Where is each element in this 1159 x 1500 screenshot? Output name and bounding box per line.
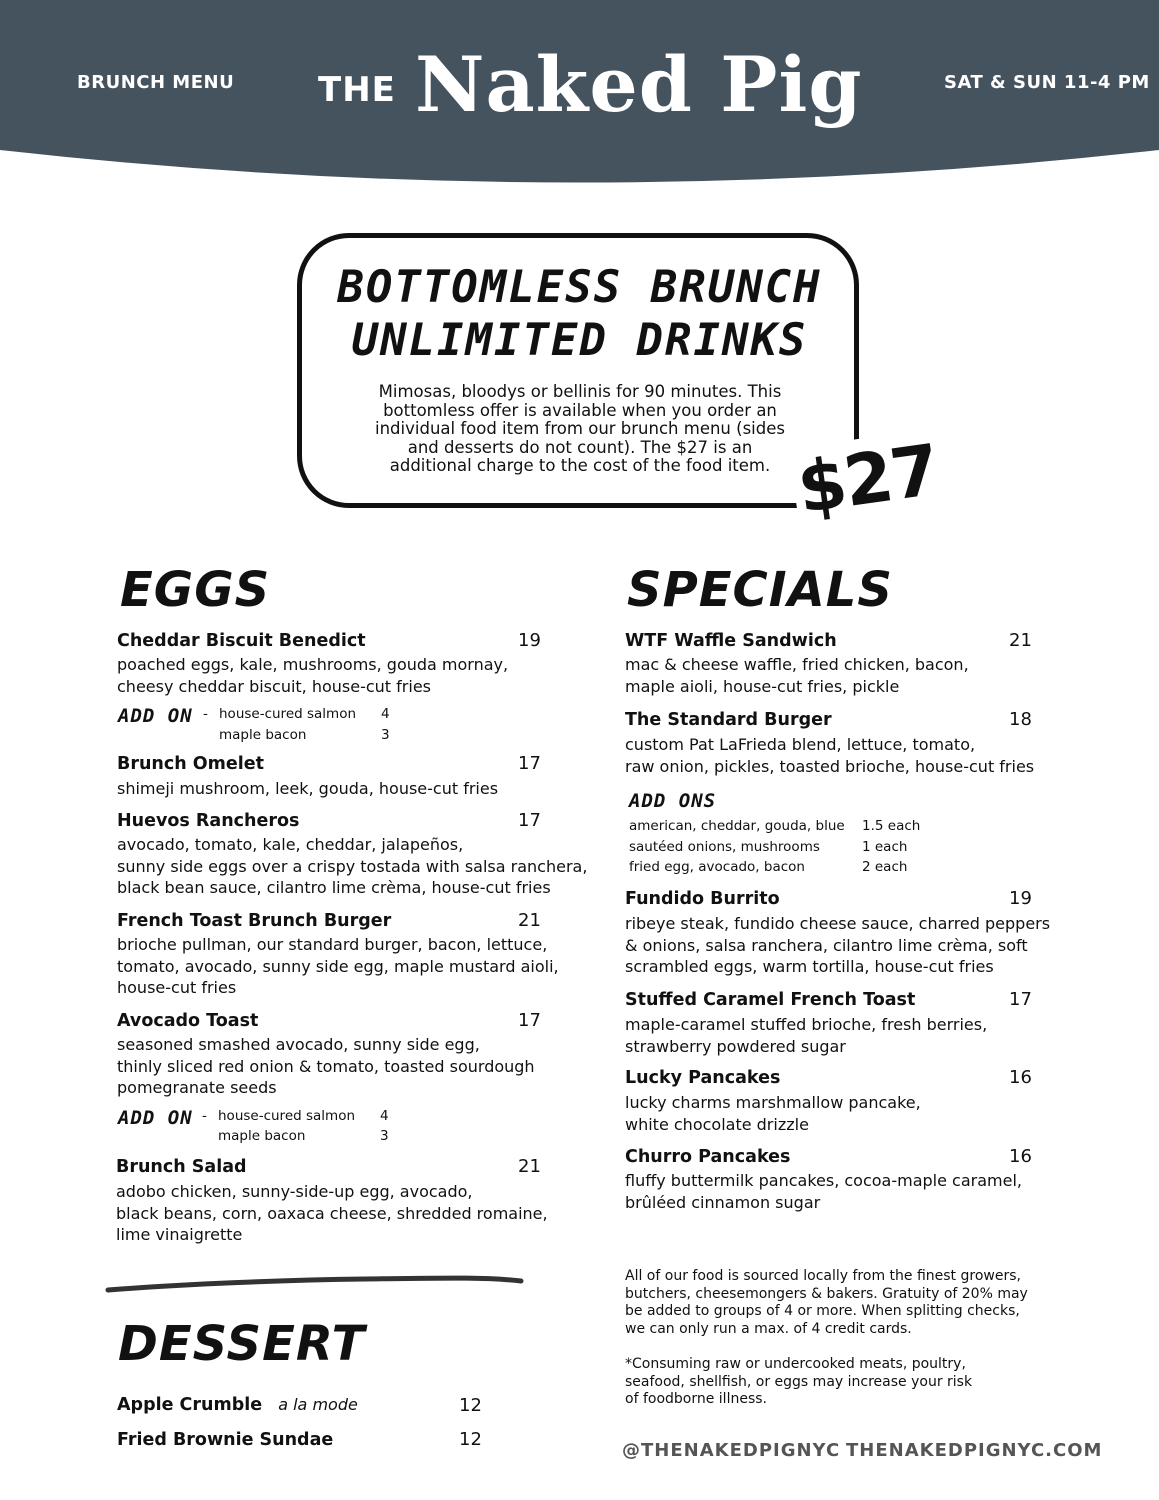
addon-price: 3 <box>380 1128 389 1144</box>
addon-price: 1 each <box>862 839 908 855</box>
menu-item-price: 17 <box>1009 989 1032 1010</box>
brush-divider <box>105 1270 525 1300</box>
menu-item-description: brioche pullman, our standard burger, bacon, lettuce, tomato, avocado, sunny side egg, maple mustard aioli, house-cut fries <box>117 935 559 997</box>
menu-item-name: French Toast Brunch Burger <box>117 911 392 931</box>
instagram-handle[interactable]: @THENAKEDPIGNYC <box>622 1440 841 1461</box>
menu-item-name: Brunch Omelet <box>117 754 265 774</box>
menu-item-price: 19 <box>518 630 541 651</box>
addon-price: 1.5 each <box>862 818 921 834</box>
menu-item-price: 12 <box>459 1429 482 1450</box>
menu-item-price: 18 <box>1009 709 1032 730</box>
menu-item-description: shimeji mushroom, leek, gouda, house-cut fries <box>117 779 499 798</box>
dessert-name: Apple Crumble <box>117 1395 263 1415</box>
menu-item-description: mac & cheese waffle, fried chicken, bacon, maple aioli, house-cut fries, pickle <box>625 655 969 696</box>
menu-item-name <box>117 1395 358 1415</box>
promo-price: $27 <box>789 428 947 530</box>
menu-item-price: 16 <box>1009 1067 1032 1088</box>
menu-item-name: Avocado Toast <box>117 1011 259 1031</box>
brand-the: THE <box>318 70 396 110</box>
addon-dash: - <box>202 1108 207 1124</box>
menu-item-price: 21 <box>1009 630 1032 651</box>
hours-label: SAT & SUN 11-4 PM <box>944 72 1150 93</box>
menu-item-name: Lucky Pancakes <box>625 1068 781 1088</box>
addon-price: 4 <box>380 1108 389 1124</box>
addon-price: 2 each <box>862 859 908 875</box>
menu-item-description: lucky charms marshmallow pancake, white chocolate drizzle <box>625 1093 921 1134</box>
addon-item: maple bacon <box>219 727 307 743</box>
specials-section-title: SPECIALS <box>627 562 893 618</box>
menu-item-name: Fundido Burrito <box>625 889 780 909</box>
eggs-section-title: EGGS <box>120 562 271 618</box>
dessert-note: a la mode <box>278 1395 358 1414</box>
food-safety-warning: *Consuming raw or undercooked meats, poultry, seafood, shellfish, or eggs may increase your risk of foodborne illness. <box>625 1356 973 1407</box>
menu-item-description: custom Pat LaFrieda blend, lettuce, tomato, raw onion, pickles, toasted brioche, house-cut fries <box>625 735 1035 776</box>
brand-logo <box>318 40 862 129</box>
menu-item-description: poached eggs, kale, mushrooms, gouda mornay, cheesy cheddar biscuit, house-cut fries <box>117 655 509 696</box>
menu-item-price: 21 <box>518 910 541 931</box>
menu-item-price: 19 <box>1009 888 1032 909</box>
promo-description: Mimosas, bloodys or bellinis for 90 minutes. This bottomless offer is available when you order an individual food item from our brunch menu (sides and desserts do not count). The $27 is an additional charge to the cost of the food item. <box>375 382 785 475</box>
addon-price: 3 <box>381 727 390 743</box>
dessert-section-title: DESSERT <box>118 1316 366 1372</box>
menu-item-price: 17 <box>518 810 541 831</box>
menu-item-price: 21 <box>518 1156 541 1177</box>
addon-label: ADD ON <box>118 1107 193 1129</box>
menu-item-description: ribeye steak, fundido cheese sauce, charred peppers & onions, salsa ranchera, cilantro lime crèma, soft scrambled eggs, warm tortilla, house-cut fries <box>625 914 1051 976</box>
addon-item: house-cured salmon <box>218 1108 356 1124</box>
menu-item-description: maple-caramel stuffed brioche, fresh berries, strawberry powdered sugar <box>625 1015 988 1056</box>
menu-item-price: 16 <box>1009 1146 1032 1167</box>
brand-name: Naked Pig <box>414 40 863 129</box>
menu-item-price: 17 <box>518 753 541 774</box>
website-link[interactable]: THENAKEDPIGNYC.COM <box>846 1440 1103 1461</box>
menu-item-name: Huevos Rancheros <box>117 811 300 831</box>
addon-item: sautéed onions, mushrooms <box>629 839 820 855</box>
promo-title-line2: UNLIMITED DRINKS <box>351 315 808 366</box>
promo-title-line1: BOTTOMLESS BRUNCH <box>337 262 822 313</box>
addon-price: 4 <box>381 706 390 722</box>
menu-item-name: The Standard Burger <box>625 710 832 730</box>
menu-item-name: WTF Waffle Sandwich <box>625 631 837 651</box>
menu-item-name: Cheddar Biscuit Benedict <box>117 631 366 651</box>
menu-item-name: Stuffed Caramel French Toast <box>625 990 916 1010</box>
menu-item-description: seasoned smashed avocado, sunny side egg, thinly sliced red onion & tomato, toasted sourdough pomegranate seeds <box>117 1035 535 1097</box>
menu-item-description: adobo chicken, sunny-side-up egg, avocado, black beans, corn, oaxaca cheese, shredded romaine, lime vinaigrette <box>116 1182 548 1244</box>
menu-item-name: Churro Pancakes <box>625 1147 791 1167</box>
menu-item-price: 12 <box>459 1395 482 1416</box>
addon-label: ADD ON <box>118 705 193 727</box>
sourcing-note: All of our food is sourced locally from the finest growers, butchers, cheesemongers & bakers. Gratuity of 20% may be added to groups of 4 or more. When splitting checks, we can only run a max. of 4 credit cards. <box>625 1268 1028 1337</box>
menu-item-name: Brunch Salad <box>116 1157 247 1177</box>
menu-item-description: fluffy buttermilk pancakes, cocoa-maple caramel, brûléed cinnamon sugar <box>625 1171 1022 1212</box>
addon-item: maple bacon <box>218 1128 306 1144</box>
addon-label: ADD ONS <box>629 790 717 812</box>
menu-item-price: 17 <box>518 1010 541 1031</box>
menu-item-name: Fried Brownie Sundae <box>117 1430 334 1450</box>
brunch-menu-label: BRUNCH MENU <box>77 72 235 93</box>
menu-item-description: avocado, tomato, kale, cheddar, jalapeños, sunny side eggs over a crispy tostada with salsa ranchera, black bean sauce, cilantro lime crèma, house-cut fries <box>117 835 588 897</box>
addon-item: house-cured salmon <box>219 706 357 722</box>
addon-item: fried egg, avocado, bacon <box>629 859 805 875</box>
addon-item: american, cheddar, gouda, blue <box>629 818 845 834</box>
addon-dash: - <box>203 706 208 722</box>
